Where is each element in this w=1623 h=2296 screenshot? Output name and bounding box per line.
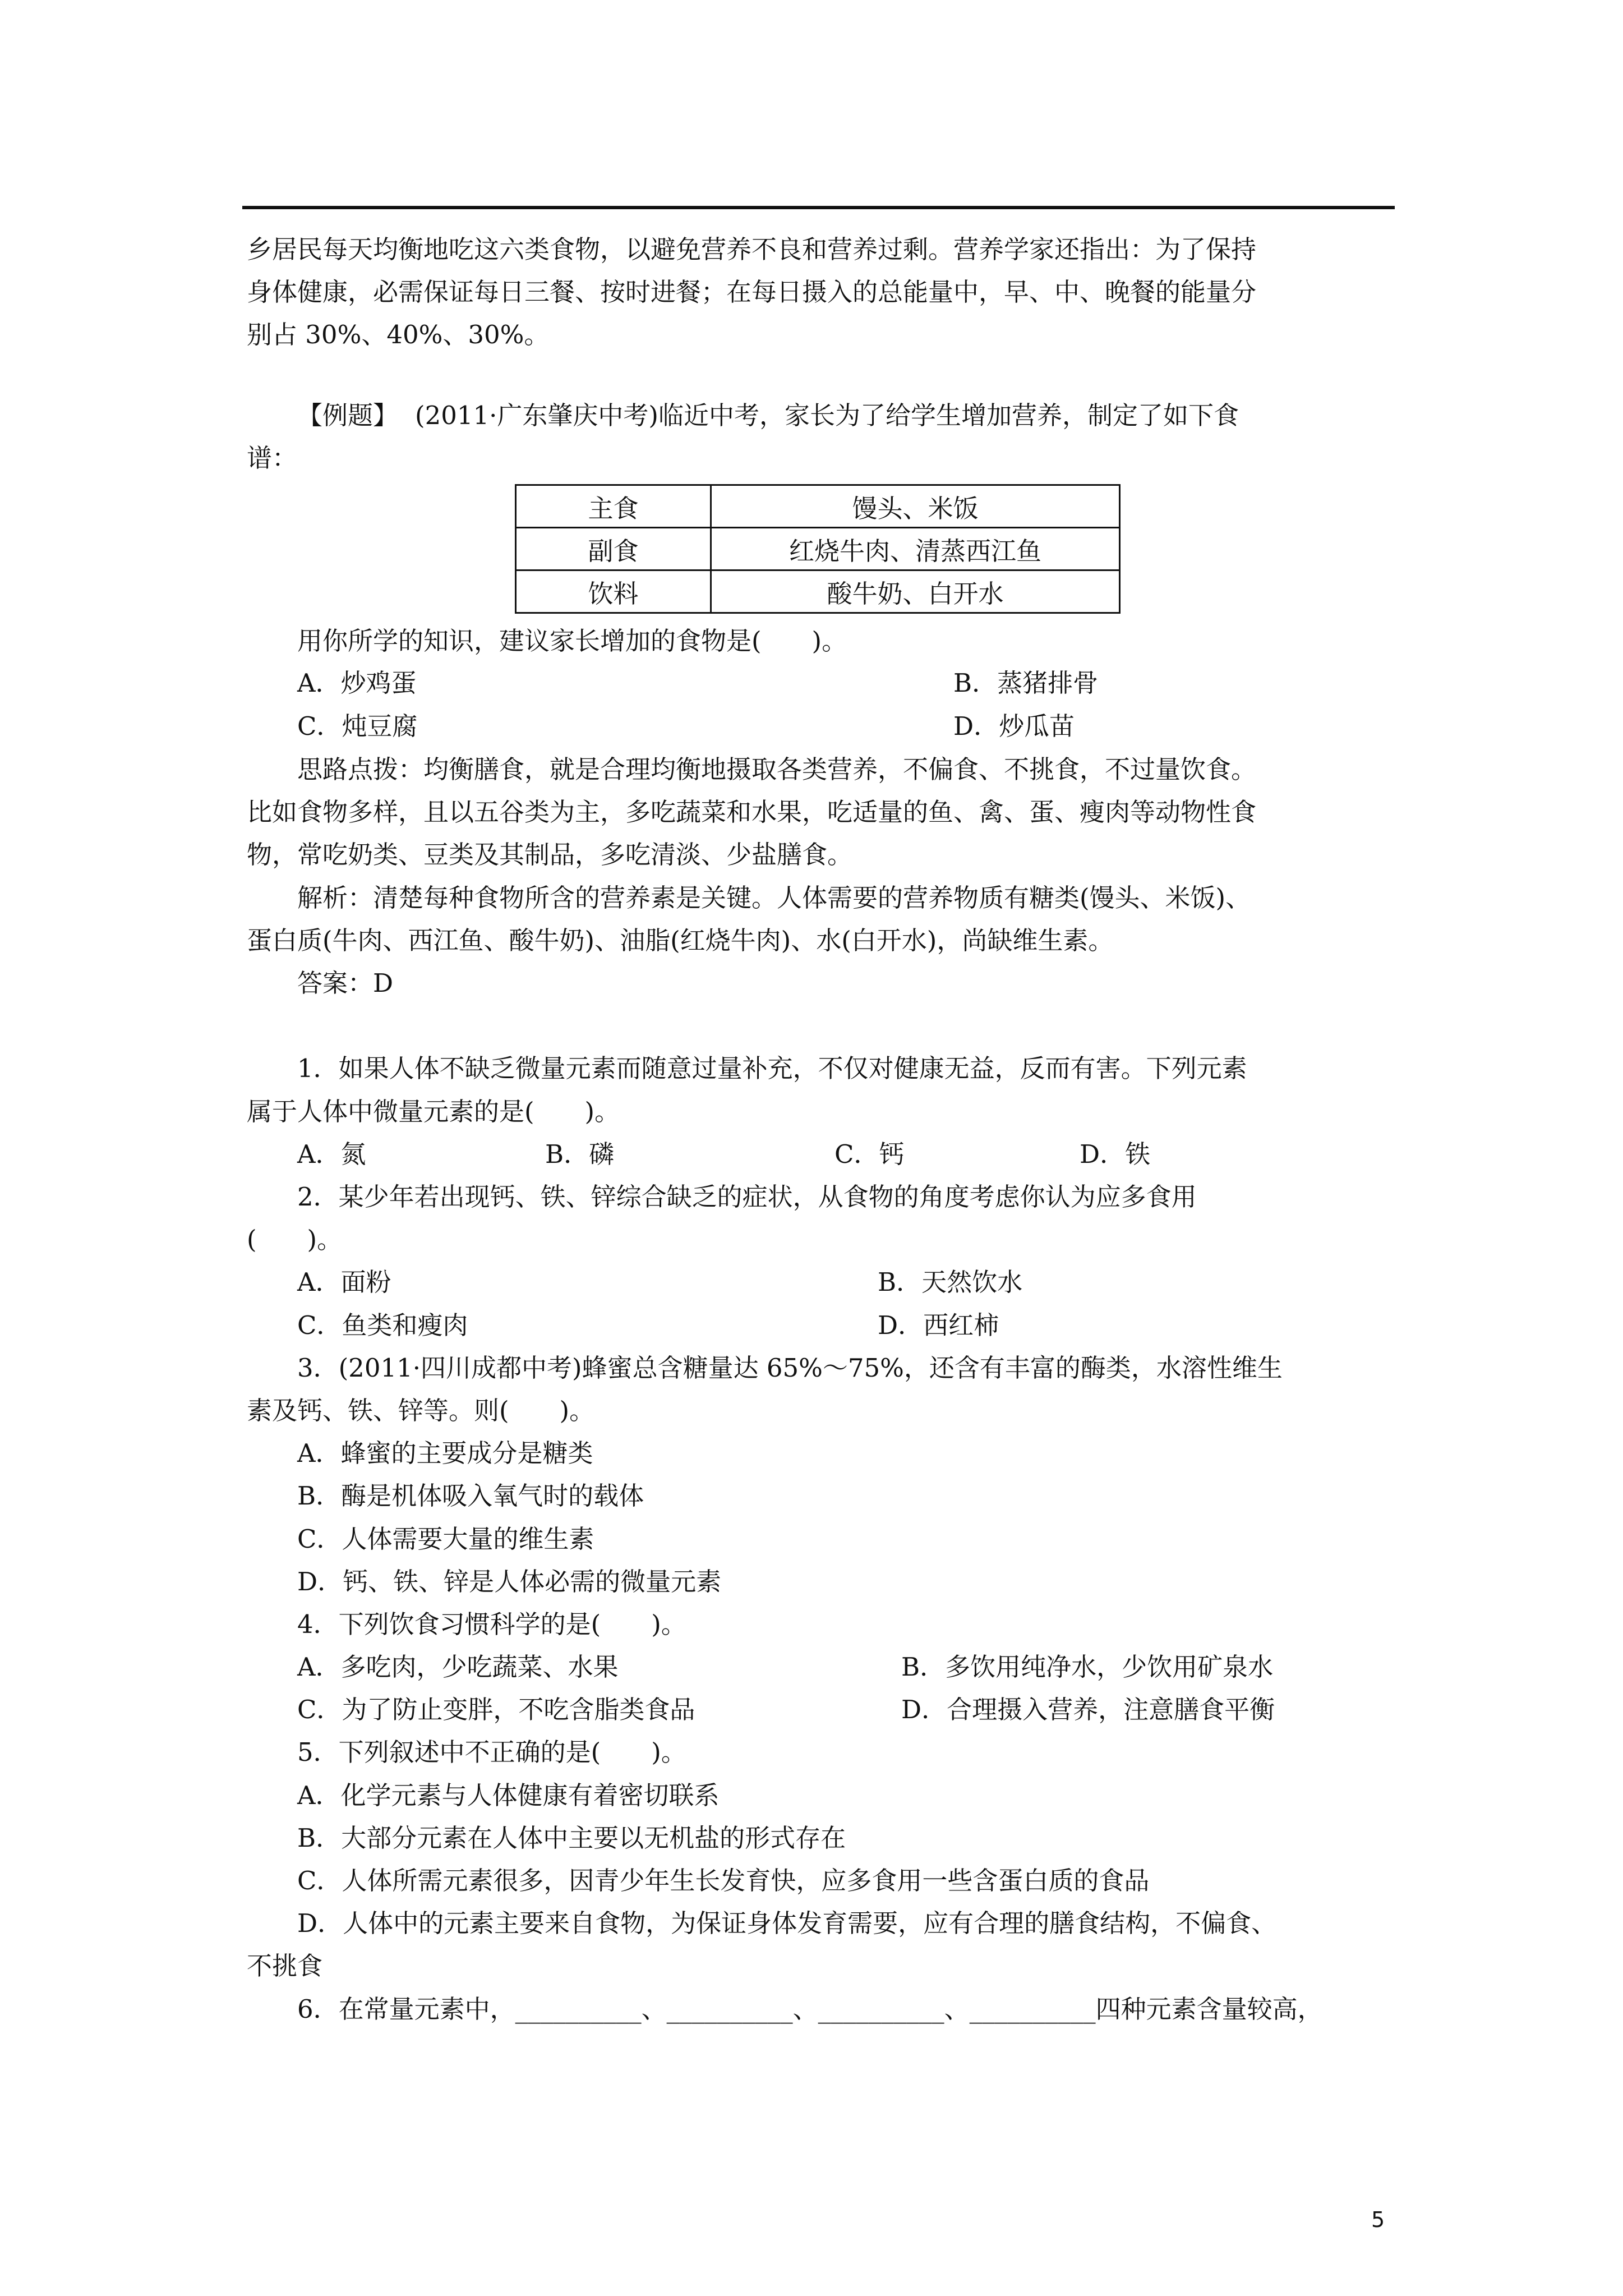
q6-line-1: 6．在常量元素中，__________、__________、__________、__________四种元素含量较高， bbox=[297, 1994, 1323, 2024]
example-question: 用你所学的知识，建议家长增加的食物是( )。 bbox=[297, 626, 847, 656]
q5-option-c: C．人体所需元素很多，因青少年生长发育快，应多食用一些含蛋白质的食品 bbox=[297, 1866, 1150, 1895]
menu-value: 酸牛奶、白开水 bbox=[711, 570, 1120, 613]
q4-option-d: D．合理摄入营养，注意膳食平衡 bbox=[901, 1695, 1275, 1724]
q2-option-a: A．面粉 bbox=[297, 1267, 391, 1297]
analysis-line-1: 解析：清楚每种食物所含的营养素是关键。人体需要的营养物质有糖类(馒头、米饭)、 bbox=[297, 883, 1251, 913]
menu-key: 饮料 bbox=[516, 570, 711, 613]
q3-option-a: A．蜂蜜的主要成分是糖类 bbox=[297, 1438, 593, 1468]
example-line-1 bbox=[297, 402, 1391, 430]
q1-line-2: 属于人体中微量元素的是( )。 bbox=[247, 1097, 620, 1126]
menu-value: 红烧牛肉、清蒸西江鱼 bbox=[711, 528, 1120, 570]
intro-line-2: 身体健康，必需保证每日三餐、按时进餐；在每日摄入的总能量中，早、中、晚餐的能量分 bbox=[247, 277, 1257, 307]
q1-option-a: A．氮 bbox=[297, 1139, 366, 1169]
menu-key: 副食 bbox=[516, 528, 711, 570]
q1-option-d: D．铁 bbox=[1080, 1139, 1151, 1169]
q5-line-1: 5．下列叙述中不正确的是( )。 bbox=[297, 1737, 686, 1767]
intro-line-3: 别占 30%、40%、30%。 bbox=[247, 320, 550, 349]
q3-option-c: C．人体需要大量的维生素 bbox=[297, 1524, 594, 1554]
q2-line-1: 2．某少年若出现钙、铁、锌综合缺乏的症状，从食物的角度考虑你认为应多食用 bbox=[297, 1182, 1197, 1212]
hint-line-1: 思路点拨：均衡膳食，就是合理均衡地摄取各类营养，不偏食、不挑食，不过量饮食。 bbox=[297, 754, 1257, 784]
q1-option-b: B．磷 bbox=[545, 1139, 615, 1169]
q2-option-d: D．西红柿 bbox=[878, 1310, 999, 1340]
example-heading: 【例题】 bbox=[297, 401, 399, 430]
q4-option-c: C．为了防止变胖，不吃含脂类食品 bbox=[297, 1695, 695, 1724]
analysis-line-2: 蛋白质(牛肉、西江鱼、酸牛奶)、油脂(红烧牛肉)、水(白开水)，尚缺维生素。 bbox=[247, 926, 1114, 955]
menu-key: 主食 bbox=[516, 485, 711, 528]
header-rule bbox=[242, 206, 1395, 209]
q5-option-b: B．大部分元素在人体中主要以无机盐的形式存在 bbox=[297, 1823, 846, 1853]
q5-option-d-line-2: 不挑食 bbox=[247, 1951, 323, 1981]
q2-option-b: B．天然饮水 bbox=[878, 1267, 1023, 1297]
q4-line-1: 4．下列饮食习惯科学的是( )。 bbox=[297, 1609, 686, 1639]
q2-line-2: ( )。 bbox=[247, 1225, 343, 1254]
q5-option-d-line-1: D．人体中的元素主要来自食物，为保证身体发育需要，应有合理的膳食结构，不偏食、 bbox=[297, 1908, 1277, 1938]
example-option-a: A．炒鸡蛋 bbox=[297, 668, 417, 698]
intro-line-1: 乡居民每天均衡地吃这六类食物，以避免营养不良和营养过剩。营养学家还指出：为了保持 bbox=[247, 234, 1257, 264]
menu-table bbox=[515, 484, 1121, 614]
q4-option-a: A．多吃肉，少吃蔬菜、水果 bbox=[297, 1652, 619, 1682]
table-row bbox=[516, 485, 1120, 528]
q1-option-c: C．钙 bbox=[834, 1139, 905, 1169]
example-source: (2011·广东肇庆中考)临近中考，家长为了给学生增加营养，制定了如下食 bbox=[415, 401, 1239, 430]
hint-line-3: 物，常吃奶类、豆类及其制品，多吃清淡、少盐膳食。 bbox=[247, 840, 853, 869]
q2-option-c: C．鱼类和瘦肉 bbox=[297, 1310, 468, 1340]
answer: 答案：D bbox=[297, 968, 394, 998]
q1-line-1: 1．如果人体不缺乏微量元素而随意过量补充，不仅对健康无益，反而有害。下列元素 bbox=[297, 1053, 1247, 1083]
menu-value: 馒头、米饭 bbox=[711, 485, 1120, 528]
q4-option-b: B．多饮用纯净水，少饮用矿泉水 bbox=[901, 1652, 1274, 1682]
q3-option-d: D．钙、铁、锌是人体必需的微量元素 bbox=[297, 1567, 722, 1596]
example-line-2: 谱： bbox=[247, 443, 298, 473]
q3-option-b: B．酶是机体吸入氧气时的载体 bbox=[297, 1481, 644, 1511]
hint-line-2: 比如食物多样，且以五谷类为主，多吃蔬菜和水果，吃适量的鱼、禽、蛋、瘦肉等动物性食 bbox=[247, 797, 1257, 827]
example-option-d: D．炒瓜苗 bbox=[953, 711, 1075, 741]
q3-line-2: 素及钙、铁、锌等。则( )。 bbox=[247, 1396, 595, 1425]
table-row bbox=[516, 528, 1120, 570]
q5-option-a: A．化学元素与人体健康有着密切联系 bbox=[297, 1780, 720, 1810]
table-row bbox=[516, 570, 1120, 613]
page-number: 5 bbox=[1371, 2207, 1385, 2232]
example-option-b: B．蒸猪排骨 bbox=[953, 668, 1099, 698]
example-option-c: C．炖豆腐 bbox=[297, 711, 418, 741]
q3-line-1: 3．(2011·四川成都中考)蜂蜜总含糖量达 65%～75%，还含有丰富的酶类，水溶性维生 bbox=[297, 1353, 1283, 1383]
